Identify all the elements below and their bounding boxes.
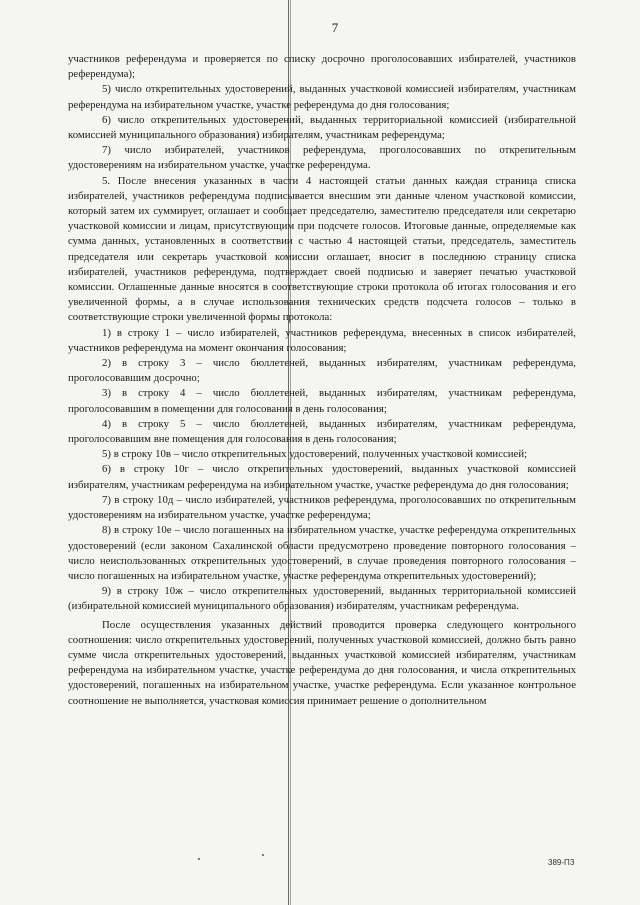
row-item-2: 2) в строку 3 – число бюллетеней, выданных избирателям, участникам референдума, проголосовавшим досрочно; — [68, 357, 576, 385]
list-item-7: 7) число избирателей, участников референдума, проголосовавших по открепительным удостоверениям на избирательном участке, участке референдума. — [68, 144, 576, 172]
list-item-6: 6) число открепительных удостоверений, выданных территориальной комиссией (избирательной комиссией муниципального образования) избирателям, участникам референдума; — [68, 113, 576, 142]
list-item-5: 5) число открепительных удостоверений, выданных участковой комиссией избирателям, участникам референдума на избирательном участке, участке референдума до дня голосования; — [68, 83, 576, 111]
row-item-7: 7) в строку 10д – число избирателей, участников референдума, проголосовавших по открепительным удостоверениям на избирательном участке, участке референдума; — [68, 493, 576, 522]
scan-speck — [198, 858, 200, 860]
row-item-4: 4) в строку 5 – число бюллетеней, выданных избирателям, участникам референдума, проголосовавшим вне помещения для голосования в день голосования; — [68, 417, 576, 446]
document-body — [68, 52, 576, 709]
clause-5-paragraph: 5. После внесения указанных в части 4 настоящей статьи данных каждая страница списка избирателей, участников референдума подписывается внесшим эти данные членом участковой комиссии, который затем их суммирует, оглашает и сообщает председателю, заместителю председателя или секретарю участковой комиссии и лицам, присутствующим при подсчете голосов. Итоговые данные, определяемые как сумма данных, установленных в соответствии с частью 4 настоящей статьи, председатель, заместитель председателя или секретарь участковой комиссии оглашает, вносит в последнюю страницу списка избирателей, участников референдума, подтверждает своей подписью и заверяет печатью участковой комиссии. Оглашенные данные вносятся в соответствующие строки протокола об итогах голосования и его увеличенной формы, а в случае использования технических средств подсчета голосов – только в соответствующие строки увеличенной формы протокола: — [68, 174, 576, 324]
row-item-9: 9) в строку 10ж – число открепительных удостоверений, выданных территориальной комиссией (избирательной комиссией муниципального образования) избирателям, участникам референдума. — [68, 585, 576, 613]
paragraph-continuation: участников референдума и проверяется по списку досрочно проголосовавших избирателей, участников референдума); — [68, 53, 576, 81]
row-item-1: 1) в строку 1 – число избирателей, участников референдума, внесенных в список избирателей, участников референдума на момент окончания голосования; — [68, 326, 576, 354]
control-check-paragraph: После осуществления указанных действий проводится проверка следующего контрольного соотношения: число открепительных удостоверений, полученных участковой комиссией, должно быть равно сумме числа открепительных удостоверений, выданных участковой комиссией избирателям, участникам референдума на избирательном участке, участке референдума до дня голосования, и числа открепительных удостоверений, погашенных на избирательном участке, участке референдума. Если указанное контрольное соотношение не выполняется, участковая комиссия принимает решение о дополнительном — [68, 618, 576, 707]
page-number: 7 — [331, 20, 339, 35]
row-item-6: 6) в строку 10г – число открепительных удостоверений, выданных участковой комиссией избирателям, участникам референдума на избирательном участке, участке референдума до дня голосования; — [68, 463, 576, 491]
scan-speck — [262, 854, 264, 856]
document-code: 389-ПЗ — [548, 858, 575, 867]
row-item-3: 3) в строку 4 – число бюллетеней, выданных избирателям, участникам референдума, проголосовавшим в помещении для голосования в день голосования; — [68, 387, 576, 415]
row-item-5: 5) в строку 10в – число открепительных удостоверений, полученных участковой комиссией; — [102, 448, 528, 461]
row-item-8: 8) в строку 10е – число погашенных на избирательном участке, участке референдума открепительных удостоверений (если законом Сахалинской области предусмотрено проведение повторного голосования – число неиспользованных открепительных удостоверений, в случае проведения повторного голосования – число погашенных на избирательном участке, участке референдума открепительных удостоверений); — [68, 524, 576, 582]
